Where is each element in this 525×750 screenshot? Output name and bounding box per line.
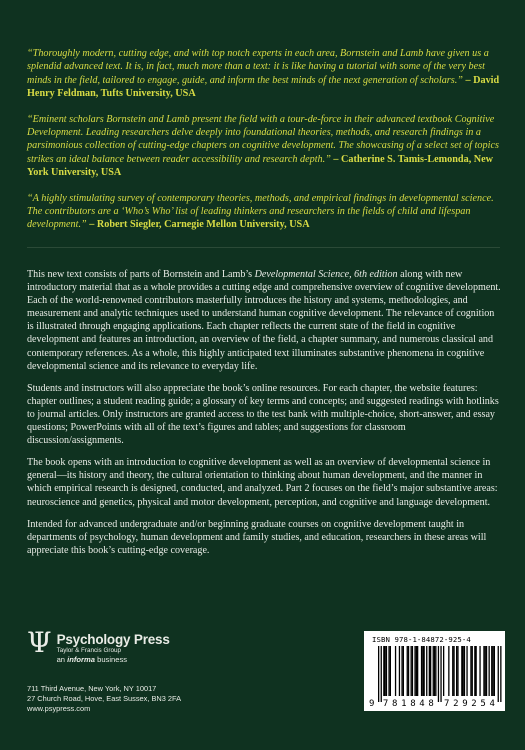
address-line: 711 Third Avenue, New York, NY 10017 [27,684,157,693]
barcode-bar [395,646,396,696]
barcode-digit: 7 [444,699,450,709]
barcode-digit: 5 [480,699,486,709]
barcode-digit: 1 [401,699,407,709]
endorsement-quote [27,47,500,101]
barcode-bar [457,646,458,696]
barcode-bar [426,646,427,696]
section-divider [27,247,500,248]
publisher-business-line [57,655,170,665]
barcode-digit: 8 [428,699,434,709]
barcode-digits [364,699,505,710]
quote-attribution: – David Henry Feldman, Tufts University, USA [27,74,500,100]
barcode-bar [453,646,454,696]
endorsement-quotes [27,47,500,244]
barcode-bar [433,646,434,696]
description-text: along with new introductory material that as a whole provides a cutting edge and comprehensive overview of cognitive development. Each of the world-renowned contributors masterfully introduces the history and systems, methodologies, and measurement and analytic techniques used to understand human cognitive development. The relevance of cognition is illustrated through engaging applications. Each chapter reflects the current state of the field in cognitive development and features an introduction, an overview of the field, a chapter summary, and numerous classical and contemporary references. As a whole, this highly anticipated text illuminates substantive phenomena in cognitive developmental science and its relevance to everyday life. [27,269,501,372]
endorsement-quote [27,113,500,180]
barcode-bar [429,646,430,696]
barcode-bar [438,646,439,702]
publisher-group: Taylor & Francis Group [56,647,121,654]
barcode-bar [474,646,475,696]
book-description [27,268,502,566]
barcode-bar [440,646,441,702]
barcode-digit: 7 [382,699,389,709]
barcode-bar [486,646,487,696]
barcode-bar [500,646,501,702]
barcode-bar [412,646,413,696]
endorsement-quote [27,192,500,232]
barcode-bar [422,646,423,696]
description-paragraph [27,268,502,373]
description-text: This new text consists of parts of Bornstein and Lamb’s [27,269,255,280]
publisher-name: Psychology Press [56,632,170,647]
barcode-bar [491,646,492,696]
barcode-bar [388,646,389,696]
barcode-bar [464,646,465,696]
quote-attribution: – Robert Siegler, Carnegie Mellon University, USA [89,219,310,231]
quote-text: “A highly stimulating survey of contemporary theories, methods, and empirical findings in developmental science. The contributors are a ‘Who’s Who’ list of leading thinkers and researchers in the fields of child and lifespan development.” [27,192,494,231]
barcode-bar [399,646,400,696]
barcode-bar [463,646,464,696]
quote-text: “Thoroughly modern, cutting edge, and with top notch experts in each area, Bornstein and Lamb have given us a splendid advanced text. It is, in fact, much more than a text: it is like having a tutorial with some of the very best minds in the field, tailored to engage, guide, and inform the best minds of the next generation of scholars.” [27,48,489,86]
barcode-bar [479,646,480,696]
barcode-digit: 4 [419,699,425,709]
barcode-digit: 9 [369,699,375,709]
barcode-bar [386,646,387,696]
barcode-bar [383,646,384,696]
publisher-addresses [27,684,181,715]
barcode-digit: 2 [471,699,477,709]
barcode-bar [416,646,417,696]
isbn-barcode [364,631,505,711]
quote-attribution: – Catherine S. Tamis-Lemonda, New York University, USA [27,153,494,179]
barcode-bar [424,646,425,696]
barcode-bar [452,646,453,696]
barcode-bar [485,646,486,696]
barcode-bar [498,646,499,702]
barcode-bar [411,646,412,696]
description-paragraph: Intended for advanced undergraduate and/or beginning graduate courses on cognitive development taught in departments of psychology, human development and family studies, and education, researchers in these areas will appreciate this book’s cutting-edge coverage. [27,518,487,556]
barcode-digit: 8 [392,699,398,709]
barcode-digit: 8 [410,699,416,709]
barcode-bar [403,646,404,696]
barcode-bar [417,646,418,696]
barcode-bar [434,646,435,696]
address-line: 27 Church Road, Hove, East Sussex, BN3 2FA [27,694,182,704]
business-prefix: an [56,655,68,664]
quote-text: “Eminent scholars Bornstein and Lamb present the field with a tour-de-force in their advanced textbook Cognitive Development. Leading researchers delve deeply into foundational theories, methods, and research findings in a parsimonious collection of cutting-edge chapters on cognitive development. The showcasing of a select set of topics strikes an ideal balance between reader accessibility and research depth.” [27,113,499,165]
barcode-digit: 4 [489,699,495,709]
barcode-bar [461,646,462,696]
description-paragraph: Students and instructors will also appreciate the book’s online resources. For each chapter, the website features: chapter outlines; a student reading guide; a glossary of key terms and concepts; and suggested readings with hotlinks to journal articles. Only instructors are granted access to the test bank with multiple-choice, short-answer, and essay questions; PowerPoints with all of the text’s figures and tables; and suggestions for classroom discussion/assignments. [27,382,499,447]
barcode-bar [401,646,402,696]
informa-brand: informa [67,655,95,664]
barcode-bar [472,646,473,696]
barcode-bar [466,646,467,696]
barcode-bar [414,646,415,696]
barcode-digit: 2 [453,699,459,709]
psi-logo-icon: Ψ [27,626,52,659]
barcode-bar [489,646,490,696]
barcode-bar [492,646,493,696]
barcode-bar [443,646,444,696]
barcode-bar [408,646,409,696]
barcode-bar [378,646,379,702]
barcode-bar [483,646,484,696]
barcode-bar [448,646,449,696]
barcode-bar [435,646,436,696]
barcode-bar [407,646,408,696]
isbn-label: ISBN 978-1-84872-925-4 [372,635,471,644]
publisher-logo [27,626,170,665]
barcode-bar [385,646,386,696]
business-suffix: business [94,655,128,664]
book-title-reference: Developmental Science, 6th edition [254,269,398,280]
description-paragraph: The book opens with an introduction to cognitive development as well as an overview of developmental science in general—its history and theory, the cultural orientation to thinking about human development, and the manner in which empirical research is designed, conducted, and analyzed. Part 2 focuses on the field’s major substantive areas: neuroscience and genetics, physical and motor development, perception, and cognitive and language development. [27,457,498,508]
barcode-bar [390,646,391,696]
barcode-bar [494,646,495,696]
barcode-bar [430,646,431,696]
barcode-bar [381,646,382,702]
barcode-bar [456,646,457,696]
barcode-bar [470,646,471,696]
barcode-digit: 9 [462,699,468,709]
barcode-bar [421,646,422,696]
barcode-bar [476,646,477,696]
publisher-website: www.psypress.com [27,704,91,714]
